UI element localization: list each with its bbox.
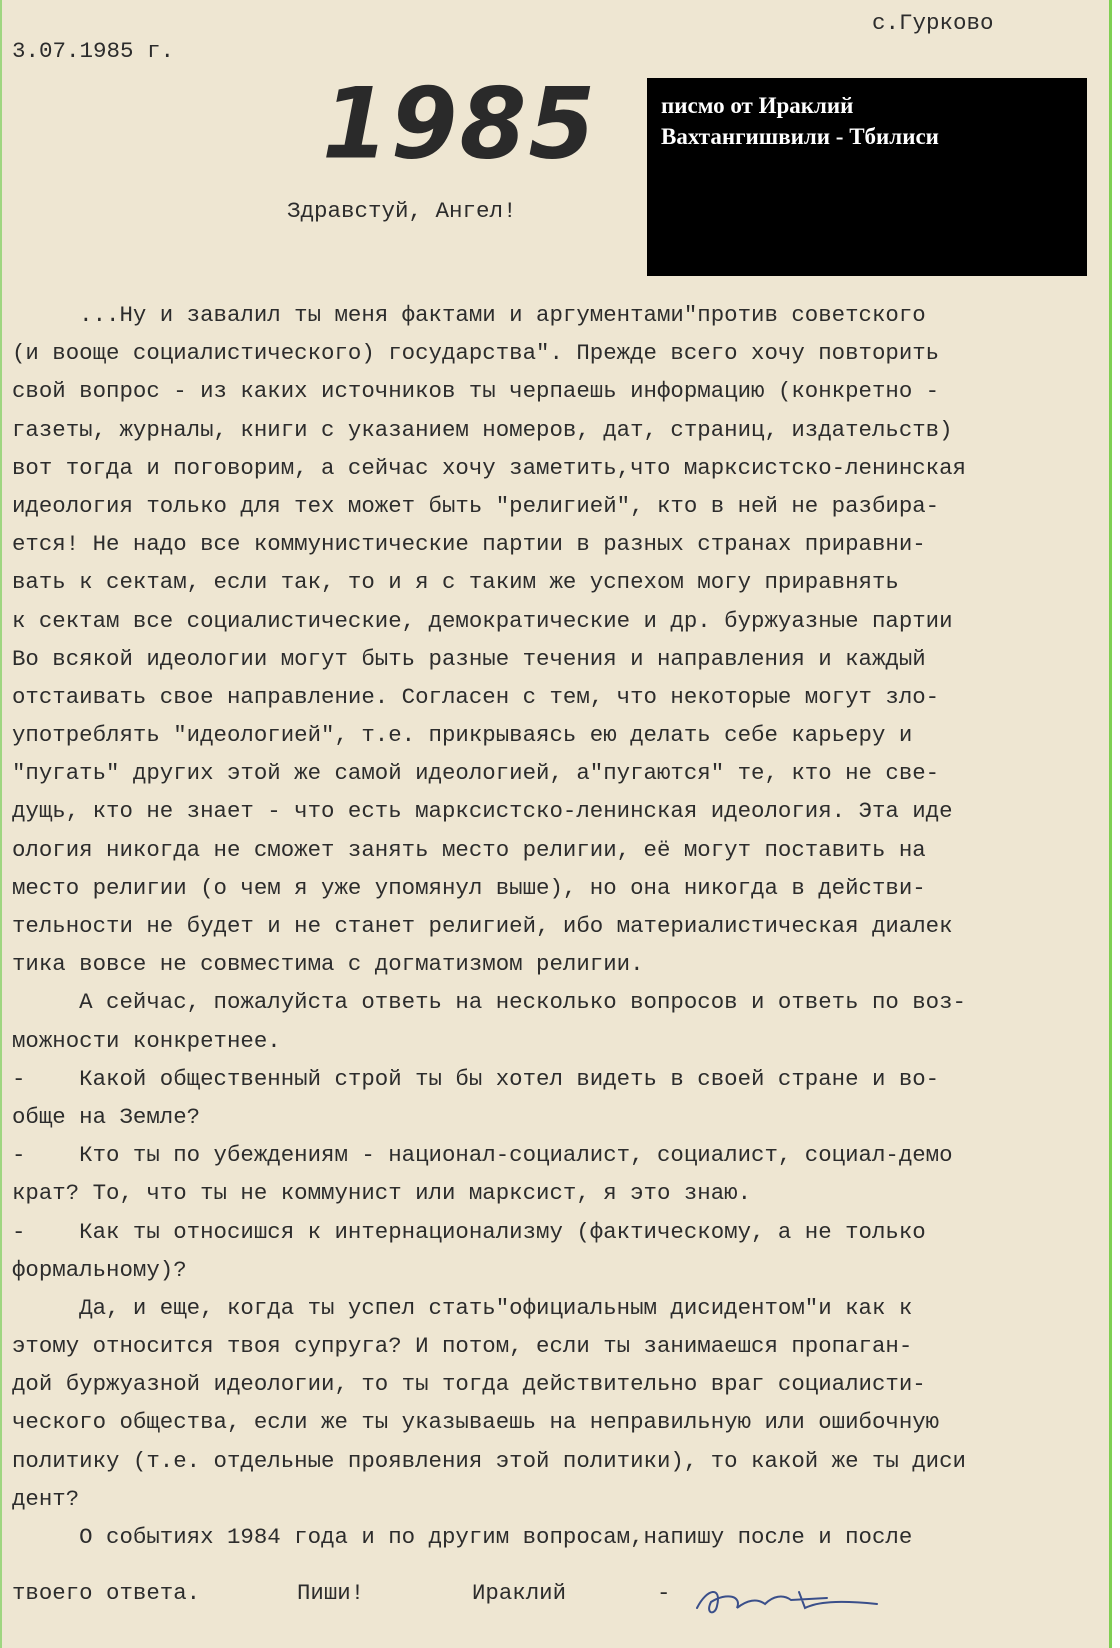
body-line: тельности не будет и не станет религией, ибо материалистическая диалек [12,913,953,939]
body-line: - Кто ты по убеждениям - национал-социалист, социалист, социал-демо [12,1142,953,1169]
signature-row [12,1580,1112,1620]
body-line: формальному)? [12,1256,187,1283]
body-line: А сейчас, пожалуйста ответь на несколько вопросов и ответь по воз- [12,989,966,1016]
body-line: вать к сектам, если так, то и я с таким же успехом могу приравнять [12,569,899,596]
letter-greeting: Здравстуй, Ангел! [287,198,517,224]
body-line: О событиях 1984 года и по другим вопросам,напишу после и после [12,1524,913,1550]
body-line: дой буржуазной идеологии, то ты тогда действительно враг социалисти- [12,1371,926,1398]
body-line: "пугать" других этой же самой идеологией, а"пугаются" те, кто не све- [12,760,940,787]
archive-label-line-1: писмо от Ираклий [661,93,854,118]
letter-body [12,296,1112,1556]
body-line: вот тогда и поговорим, а сейчас хочу заметить,что марксистско-ленинская [12,454,966,481]
body-line: - Какой общественный строй ты бы хотел видеть в своей стране и во- [12,1065,940,1092]
letter-place: с.Гурково [872,10,994,36]
body-line: политику (т.е. отдельные проявления этой политики), то какой же ты диси [12,1447,966,1474]
closing-line: твоего ответа. [12,1580,201,1606]
body-line: - Как ты относишся к интернационализму (фактическому, а не только [12,1218,926,1245]
letter-date: 3.07.1985 г. [12,38,175,64]
body-line: идеология только для тех может быть "религией", кто в ней не разбира- [12,492,940,519]
handwritten-year: 1985 [322,66,598,182]
body-line: дущь, кто не знает - что есть марксистско-ленинская идеология. Эта иде [12,798,953,825]
body-line: дент? [12,1485,80,1512]
body-line: место религии (о чем я уже упомянул выше), но она никогда в действи- [12,874,926,901]
body-line: обще на Земле? [12,1103,201,1130]
body-line: крат? То, что ты не коммунист или марксист, я это знаю. [12,1180,752,1207]
body-line: к сектам все социалистические, демократические и др. буржуазные партии [12,607,953,634]
archive-label [647,78,1087,276]
body-line: (и вооще социалистического) государства". Прежде всего хочу повторить [12,340,940,367]
body-line: газеты, журналы, книги с указанием номеров, дат, страниц, издательств) [12,416,953,443]
body-line: тика вовсе не совместима с догматизмом религии. [12,951,644,978]
archive-label-line-2: Вахтангишвили - Тбилиси [661,124,939,149]
body-line: можности конкретнее. [12,1027,281,1054]
body-line: ология никогда не сможет занять место религии, её могут поставить на [12,836,926,863]
body-line: ...Ну и завалил ты меня фактами и аргументами"против советского [12,302,926,328]
signature-name: Ираклий [472,1580,567,1606]
body-line: ческого общества, если же ты указываешь на неправильную или ошибочную [12,1409,940,1436]
body-line: употреблять "идеологией", т.е. прикрываясь ею делать себе карьеру и [12,722,913,749]
body-line: Во всякой идеологии могут быть разные течения и направления и каждый [12,645,926,672]
body-line: ется! Не надо все коммунистические партии в разных странах приравни- [12,531,926,558]
body-line: этому относится твоя супруга? И потом, если ты занимаешся пропаган- [12,1333,913,1360]
body-line: Да, и еще, когда ты успел стать"официальным дисидентом"и как к [12,1294,913,1321]
handwritten-signature [687,1578,887,1622]
signature-dash: - [657,1580,671,1606]
body-line: свой вопрос - из каких источников ты черпаешь информацию (конкретно - [12,378,940,405]
body-line: отстаивать свое направление. Согласен с тем, что некоторые могут зло- [12,683,940,710]
sign-off: Пиши! [297,1580,365,1606]
